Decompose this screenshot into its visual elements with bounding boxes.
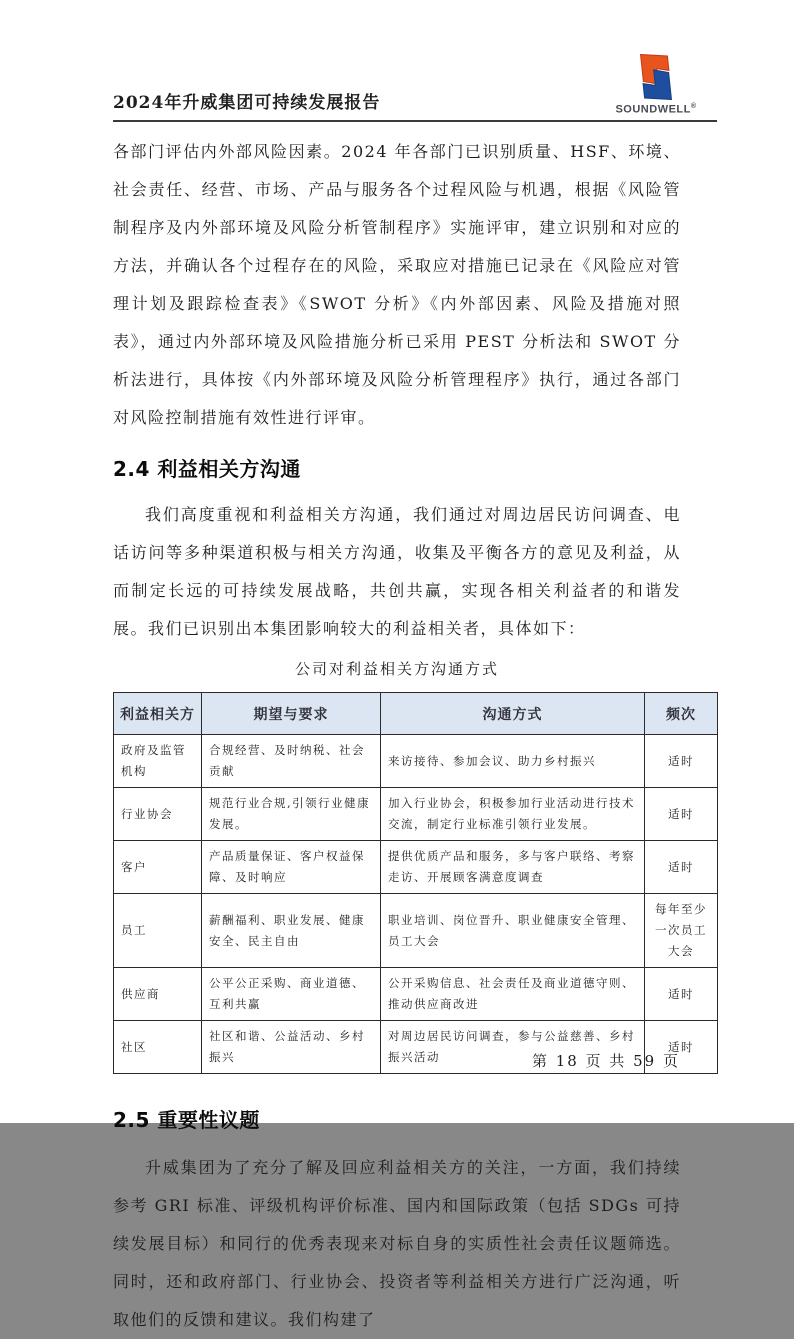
document-header	[113, 0, 717, 122]
header-expectations: 期望与要求	[202, 693, 381, 735]
cell-frequency: 适时	[645, 841, 718, 894]
risk-assessment-paragraph: 各部门评估内外部风险因素。2024 年各部门已识别质量、HSF、环境、社会责任、经营、市场、产品与服务各个过程风险与机遇，根据《风险管制程序及内外部环境及风险分析管制程序》实施评审，建立识别和对应的方法，并确认各个过程存在的风险，采取应对措施已记录在《风险应对管理计划及跟踪检查表》《SWOT 分析》《内外部因素、风险及措施对照表》，通过内外部环境及风险措施分析已采用 PEST 分析法和 SWOT 分析法进行，具体按《内外部环境及风险分析管理程序》执行，通过各部门对风险控制措施有效性进行评审。	[113, 142, 681, 427]
table-row	[114, 968, 718, 1021]
cell-frequency: 每年至少一次员工大会	[645, 894, 718, 968]
table-row	[114, 894, 718, 968]
cell-expectations: 规范行业合规,引领行业健康发展。	[202, 788, 381, 841]
report-title: 2024年升威集团可持续发展报告	[113, 93, 381, 113]
cell-frequency: 适时	[645, 968, 718, 1021]
section-2-4-heading: 2.4 利益相关方沟通	[113, 457, 301, 481]
header-frequency: 频次	[645, 693, 718, 735]
soundwell-logo-icon	[613, 52, 699, 102]
cell-stakeholder: 员工	[114, 894, 202, 968]
logo-wordmark: SOUNDWELL®	[615, 103, 697, 116]
cell-frequency: 适时	[645, 1021, 718, 1074]
cell-stakeholder: 社区	[114, 1021, 202, 1074]
cell-method: 公开采购信息、社会责任及商业道德守则、推动供应商改进	[381, 968, 645, 1021]
cell-stakeholder: 行业协会	[114, 788, 202, 841]
cell-method: 加入行业协会，积极参加行业活动进行技术交流，制定行业标准引领行业发展。	[381, 788, 645, 841]
section-2-5-heading: 2.5 重要性议题	[113, 1108, 260, 1132]
company-logo	[613, 52, 699, 116]
cell-expectations: 合规经营、及时纳税、社会贡献	[202, 735, 381, 788]
cell-expectations: 薪酬福利、职业发展、健康安全、民主自由	[202, 894, 381, 968]
cell-expectations: 社区和谐、公益活动、乡村振兴	[202, 1021, 381, 1074]
cell-stakeholder: 供应商	[114, 968, 202, 1021]
stakeholder-communication-paragraph: 我们高度重视和利益相关方沟通，我们通过对周边居民访问调查、电话访问等多种渠道积极与相关方沟通，收集及平衡各方的意见及利益，从而制定长远的可持续发展战略，共创共赢，实现各相关利益者的和谐发展。我们已识别出本集团影响较大的利益相关者，具体如下：	[113, 505, 681, 638]
cell-stakeholder: 客户	[114, 841, 202, 894]
table-row	[114, 841, 718, 894]
materiality-paragraph: 升威集团为了充分了解及回应利益相关方的关注，一方面，我们持续参考 GRI 标准、评级机构评价标准、国内和国际政策（包括 SDGs 可持续发展目标）和同行的优秀表现来对标自身的实质性社会责任议题筛选。同时，还和政府部门、行业协会、投资者等利益相关方进行广泛沟通，听取他们的反馈和建议。我们构建了	[113, 1158, 681, 1329]
stakeholder-communication-table	[113, 692, 718, 1074]
cell-method: 提供优质产品和服务，多与客户联络、考察走访、开展顾客满意度调查	[381, 841, 645, 894]
page-number-footer: 第 18 页 共 59 页	[531, 1052, 680, 1070]
content-column	[113, 0, 717, 1339]
cell-method: 对周边居民访问调查，参与公益慈善、乡村振兴活动	[381, 1021, 645, 1074]
table-row	[114, 788, 718, 841]
table-caption: 公司对利益相关方沟通方式	[294, 660, 499, 678]
cell-stakeholder: 政府及监管机构	[114, 735, 202, 788]
header-method: 沟通方式	[381, 693, 645, 735]
cell-method: 来访接待、参加会议、助力乡村振兴	[381, 735, 645, 788]
table-header-row	[114, 693, 718, 735]
table-row	[114, 735, 718, 788]
cell-frequency: 适时	[645, 735, 718, 788]
cell-expectations: 产品质量保证、客户权益保障、及时响应	[202, 841, 381, 894]
registered-mark: ®	[690, 103, 697, 111]
cell-frequency: 适时	[645, 788, 718, 841]
cell-method: 职业培训、岗位晋升、职业健康安全管理、员工大会	[381, 894, 645, 968]
header-stakeholder: 利益相关方	[114, 693, 202, 735]
cell-expectations: 公平公正采购、商业道德、互利共赢	[202, 968, 381, 1021]
